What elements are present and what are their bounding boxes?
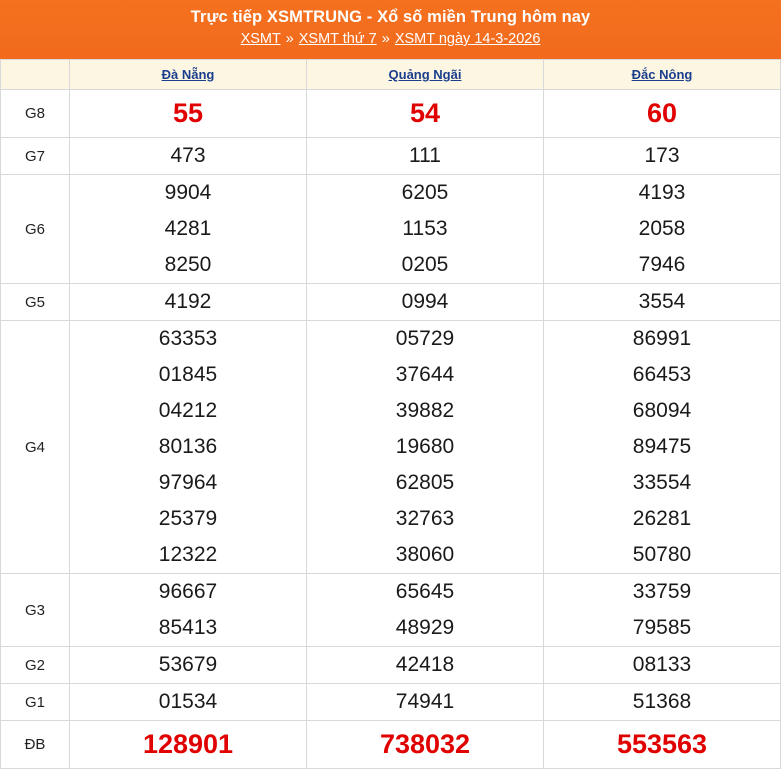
result-cell (544, 175, 781, 284)
result-number: 111 (409, 144, 441, 167)
result-number: 42418 (395, 653, 455, 676)
result-number: 74941 (395, 690, 455, 713)
result-number: 55 (172, 98, 204, 128)
result-number: 08133 (632, 653, 692, 676)
result-number: 38060 (395, 543, 455, 566)
result-number: 66453 (632, 363, 692, 386)
table-row (1, 90, 781, 138)
result-cell (307, 175, 544, 284)
result-number: 0994 (401, 290, 449, 313)
table-row (1, 321, 781, 574)
result-number: 89475 (632, 435, 692, 458)
result-cell (544, 321, 781, 574)
result-number: 05729 (395, 327, 455, 350)
result-cell (70, 284, 307, 321)
result-cell (307, 321, 544, 574)
result-number: 65645 (395, 580, 455, 603)
table-row (1, 284, 781, 321)
prize-label-đb: ĐB (1, 721, 70, 769)
result-cell (307, 138, 544, 175)
result-cell (70, 321, 307, 574)
result-cell (70, 90, 307, 138)
result-number: 9904 (164, 181, 212, 204)
result-number: 53679 (158, 653, 218, 676)
result-cell (70, 175, 307, 284)
result-cell (70, 684, 307, 721)
result-number: 51368 (632, 690, 692, 713)
column-header-link-1[interactable]: Quảng Ngãi (388, 67, 462, 82)
table-row (1, 684, 781, 721)
breadcrumb-separator-1: » (285, 31, 294, 47)
result-cell (307, 721, 544, 769)
breadcrumb-link-0[interactable]: XSMT (240, 31, 281, 47)
table-head (1, 60, 781, 90)
result-number: 96667 (158, 580, 218, 603)
result-number: 19680 (395, 435, 455, 458)
table-row (1, 138, 781, 175)
prize-label-g5: G5 (1, 284, 70, 321)
breadcrumb-link-4[interactable]: XSMT ngày 14-3-2026 (394, 31, 541, 47)
result-number: 173 (644, 144, 680, 167)
result-number: 97964 (158, 471, 218, 494)
table-row (1, 175, 781, 284)
result-number: 553563 (616, 729, 708, 759)
table-row (1, 721, 781, 769)
result-number: 80136 (158, 435, 218, 458)
result-cell (307, 647, 544, 684)
result-number: 738032 (379, 729, 471, 759)
result-cell (307, 284, 544, 321)
result-number: 6205 (401, 181, 449, 204)
result-number: 3554 (638, 290, 686, 313)
column-header-2 (544, 60, 781, 90)
result-number: 79585 (632, 616, 692, 639)
table-row (1, 647, 781, 684)
result-number: 68094 (632, 399, 692, 422)
breadcrumb (0, 29, 781, 50)
result-number: 86991 (632, 327, 692, 350)
result-number: 32763 (395, 507, 455, 530)
result-number: 8250 (164, 253, 212, 276)
prize-label-g8: G8 (1, 90, 70, 138)
table-body (1, 90, 781, 769)
result-cell (307, 574, 544, 647)
prize-label-g1: G1 (1, 684, 70, 721)
result-number: 7946 (638, 253, 686, 276)
prize-label-g4: G4 (1, 321, 70, 574)
result-number: 39882 (395, 399, 455, 422)
result-cell (70, 721, 307, 769)
result-number: 473 (170, 144, 206, 167)
table-row (1, 574, 781, 647)
table-corner-cell (1, 60, 70, 90)
result-number: 1153 (402, 217, 448, 240)
prize-label-g7: G7 (1, 138, 70, 175)
breadcrumb-separator-3: » (381, 31, 390, 47)
breadcrumb-link-2[interactable]: XSMT thứ 7 (298, 31, 377, 47)
column-header-0 (70, 60, 307, 90)
result-number: 85413 (158, 616, 218, 639)
result-number: 4281 (164, 217, 212, 240)
page-title: Trực tiếp XSMTRUNG - Xổ số miền Trung hôm nay (190, 8, 591, 26)
result-cell (544, 138, 781, 175)
result-cell (307, 684, 544, 721)
column-header-link-0[interactable]: Đà Nẵng (161, 67, 215, 82)
result-cell (544, 684, 781, 721)
result-cell (307, 90, 544, 138)
result-number: 4192 (164, 290, 212, 313)
result-cell (544, 90, 781, 138)
result-cell (70, 647, 307, 684)
result-number: 54 (409, 98, 441, 128)
result-number: 12322 (158, 543, 218, 566)
prize-label-g2: G2 (1, 647, 70, 684)
result-number: 62805 (395, 471, 455, 494)
result-number: 01845 (158, 363, 218, 386)
result-number: 63353 (158, 327, 218, 350)
result-number: 2058 (638, 217, 686, 240)
result-cell (70, 138, 307, 175)
table-header-row (1, 60, 781, 90)
result-cell (544, 574, 781, 647)
column-header-link-2[interactable]: Đắc Nông (631, 67, 693, 82)
result-cell (544, 647, 781, 684)
prize-label-g3: G3 (1, 574, 70, 647)
prize-label-g6: G6 (1, 175, 70, 284)
result-number: 33759 (632, 580, 692, 603)
result-number: 48929 (395, 616, 455, 639)
result-number: 25379 (158, 507, 218, 530)
column-header-1 (307, 60, 544, 90)
result-number: 01534 (158, 690, 218, 713)
results-table (0, 59, 781, 769)
result-cell (544, 284, 781, 321)
result-number: 50780 (632, 543, 692, 566)
result-number: 60 (646, 98, 678, 128)
result-number: 37644 (395, 363, 455, 386)
result-number: 128901 (142, 729, 234, 759)
result-number: 4193 (638, 181, 686, 204)
result-number: 04212 (158, 399, 218, 422)
result-cell (70, 574, 307, 647)
result-number: 0205 (401, 253, 449, 276)
result-cell (544, 721, 781, 769)
result-number: 33554 (632, 471, 692, 494)
page-header (0, 0, 781, 59)
result-number: 26281 (632, 507, 692, 530)
